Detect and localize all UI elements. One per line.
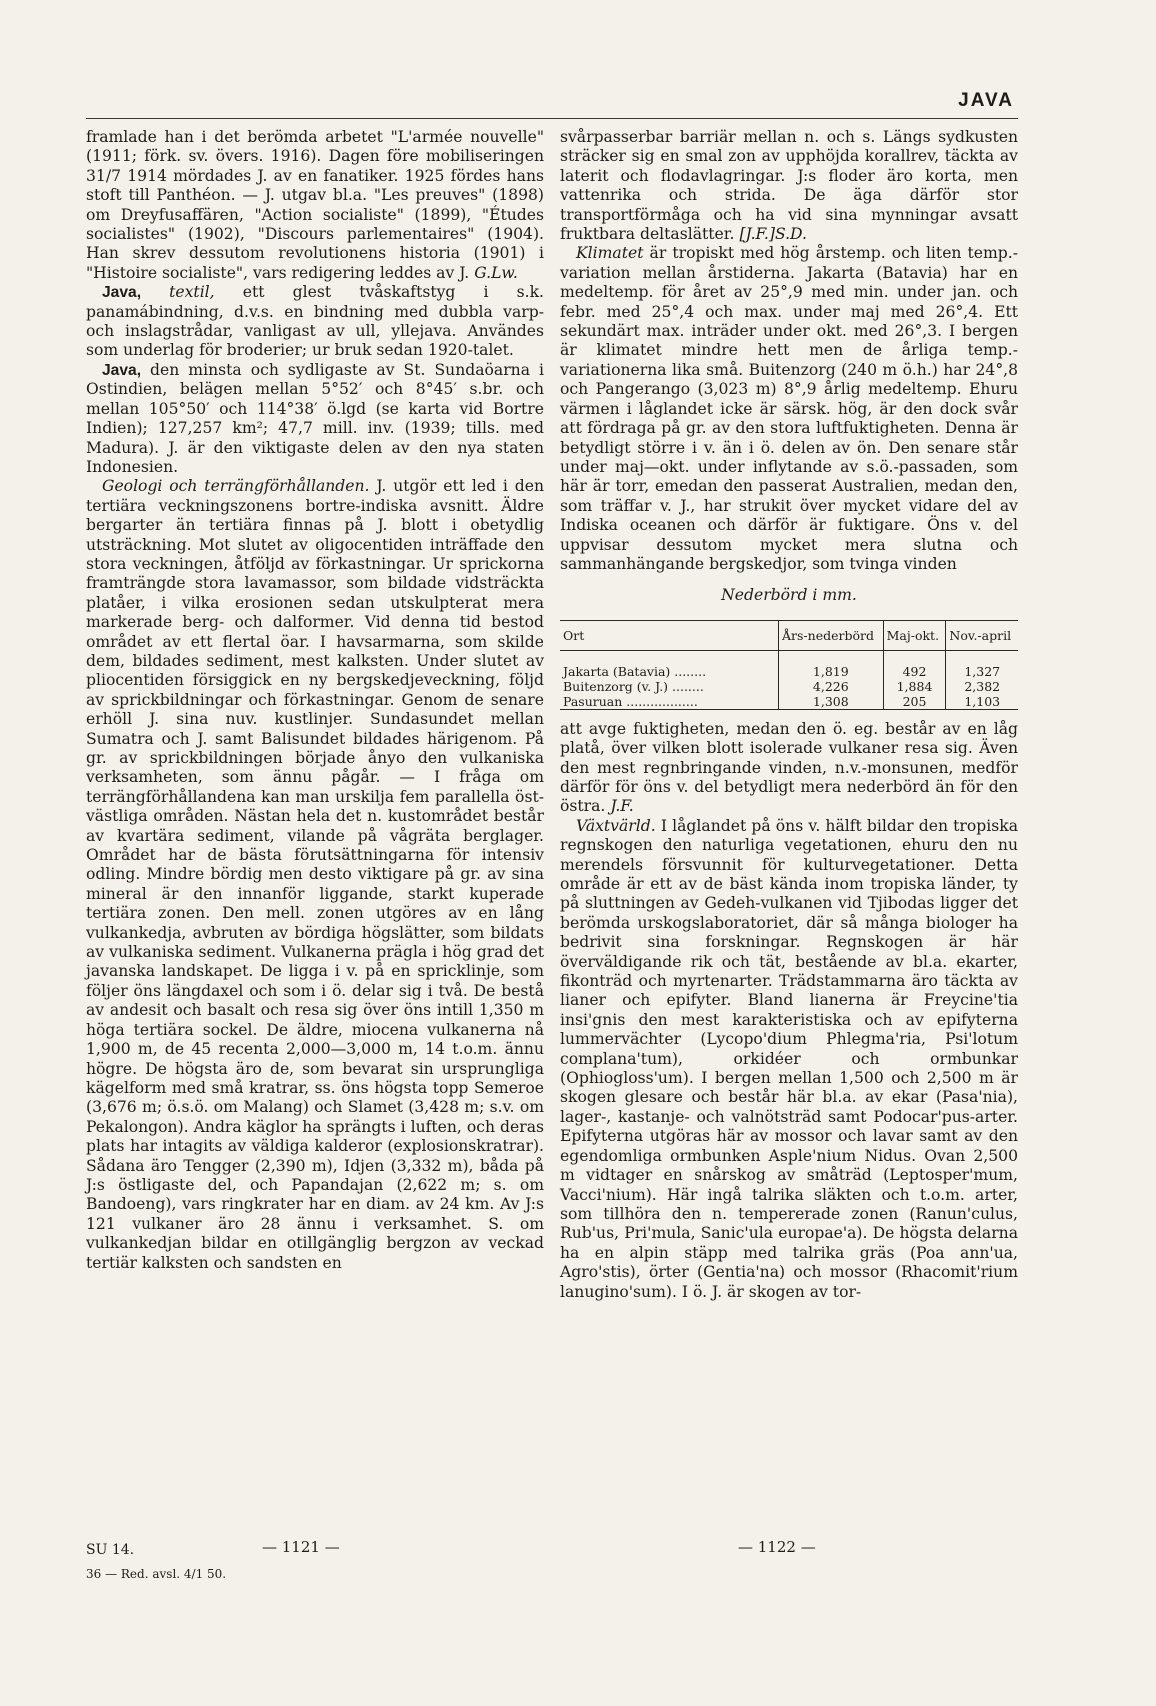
table-cell: 2,382 [946,679,1018,694]
signature-mark: SU 14. [86,1542,135,1558]
running-head: JAVA [958,90,1014,111]
table-header: Ort [560,620,779,650]
paragraph-jaures-continued [86,128,544,283]
table-cell: 4,226 [779,679,884,694]
section-vegetation [560,817,1018,1302]
page-number-right: — 1122 — [738,1538,816,1556]
table-cell: 1,884 [883,679,946,694]
section-heading: Klimatet [576,244,644,263]
section-heading: Geologi och terrängförhållanden. [102,477,370,496]
table-row [560,694,1018,710]
section-heading: Växtvärld. [576,816,656,835]
section-text: J. utgör ett led i den tertiära veckningszonens bortre-indiska avsnitt. Äldre bergarter än tertiära finnas på J. blott i obetydlig utsträckning. Mot slutet av oligocentiden inträffade den stora veckningen, åtföljd av förkastningar. Ur sprickorna framträngde stora lavamassor, som bildade vidsträckta platåer, i vilka erosionen sedan utskulpterat mera markerade berg- och dalformer. Vid denna tid bestod området av ett flertal öar. I havsarmarna, som skilde dem, bildades sediment, mest kalksten. Under slutet av pliocentiden försiggick en ny bergskedjeveckning, följd av sprickbildningar och förkastningar. Genom de senare erhöll J. sina nuv. kustlinjer. Sundasundet mellan Sumatra och J. samt Balisundet bildades härigenom. På gr. av sprickbildningen började ånyo den vulkaniska verksamheten, som ännu pågår. — I fråga om terrängförhållandena kan man urskilja fem parallella öst-västliga områden. Nästan hela det n. kustområdet består av kvartära sediment, vilande på vågräta berglager. Området har de bästa förutsättningarna för intensiv odling. Mindre bördig men desto viktigare på gr. av sina mineral är den innanför liggande, starkt kuperade tertiära zonen. Den mell. zonen utgöres av en lång vulkankedja, avbruten av bördiga högslätter, som bildats av vulkaniska sediment. Vulkanerna prägla i hög grad det javanska landskapet. De ligga i v. på en spricklinje, som följer öns längdaxel och som i ö. delar sig i två. De bestå av andesit och basalt och resa sig över öns intill 1,350 m höga tertiära sockel. De äldre, miocena vulkanerna nå 1,900 m, de 45 recenta 2,000—3,000 m, 14 t.o.m. ännu högre. De högsta äro de, som bevarat sin ursprungliga kägelform med små kratrar, ss. öns högsta topp Semeroe (3,676 m; ö.s.ö. om Malang) och Slamet (3,428 m; s.v. om Pekalongon). Andra käglor ha sprängts i luften, och deras plats har intagits av väldiga kalderor (explosionskratrar). Sådana äro Tengger (2,390 m), Idjen (3,332 m), båda på J:s östligaste del, och Papandajan (2,622 m; s. om Bandoeng), vars ringkrater har en diam. av 24 km. Av J:s 121 vulkaner äro 28 ännu i verksamhet. S. om vulkankedjan bildar en otillgänglig bergzon av veckad tertiär kalksten och sandsten en [86,477,544,1272]
table-cell: Jakarta (Batavia) ........ [563,663,707,679]
author-signature: [J.F.]S.D. [739,225,807,244]
header-rule [86,118,1018,119]
entry-headword: Java, [102,284,142,302]
entry-text: ett glest tvåskaftstyg i s.k. panamábindning, d.v.s. en bindning med dubbla varp- och inslagstrådar, vanligast av ull, yllejava. Användes som underlag för broderier; ur bruk sedan 1920-talet. [86,283,544,360]
table-cell: Buitenzorg (v. J.) ........ [563,678,704,694]
paragraph-text: att avge fuktigheten, medan den ö. eg. består av en låg platå, över vilken blott isolerade vulkaner resa sig. Även den mest regnbringande vinden, n.v.-monsunen, medför därför för öns v. del betydligt mera nederbörd än för den östra. [560,719,1018,816]
table-header: Maj-okt. [883,620,946,650]
entry-headword: Java, [102,361,142,379]
page-number-left: — 1121 — [262,1538,340,1556]
table-row [560,679,1018,694]
author-signature: G.Lw. [474,263,518,282]
entry-text: den minsta och sydligaste av St. Sundaöarna i Ostindien, belägen mellan 5°52′ och 8°45′ s.br. och mellan 105°50′ och 114°38′ ö.lgd (se karta vid Bortre Indien); 127,257 km²; 47,7 mill. inv. (1939; tills. med Madura). J. är den viktigaste delen av den nya staten Indonesien. [86,360,544,476]
table-row [560,650,1018,679]
table-cell: 1,327 [946,650,1018,679]
footer-signature-block [86,1538,226,1586]
entry-subject: textil, [169,283,215,302]
table-cell: 1,819 [779,650,884,679]
table-cell: 1,103 [946,694,1018,710]
paragraph-climate-continued [560,720,1018,817]
section-climate [560,244,1018,574]
table-header: Års-nederbörd [779,620,884,650]
entry-java-island [86,361,544,477]
table-header-row [560,620,1018,650]
precipitation-table [560,620,1018,710]
paragraph-text: framlade han i det berömda arbetet "L'armée nouvelle" (1911; förk. sv. övers. 1916). Dagen före mobiliseringen 31/7 1914 mördades J. av en fanatiker. 1925 fördes hans stoft till Panthéon. — J. utgav bl.a. "Les preuves" (1898) om Dreyfusaffären, "Action socialiste" (1899), "Études socialistes" (1902), "Discours parlementaires" (1904). Han skrev dessutom revolutionens historia (1901) i "Histoire socialiste", vars redigering leddes av J. [86,128,544,282]
table-title: Nederbörd i mm. [721,586,857,605]
section-geology [86,477,544,1273]
table-cell: 205 [883,694,946,710]
section-text: är tropiskt med hög årstemp. och liten temp.-variation mellan årstiderna. Jakarta (Batavia) har en medeltemp. för året av 25°,9 med min. under jan. och febr. med 25°,4 och max. under maj med 26°,4. Ett sekundärt max. inträder under okt. med 26°,3. I bergen är klimatet mindre hett men de årliga temp.-variationerna lika små. Buitenzorg (240 m ö.h.) har 24°,8 och Pangerango (3,023 m) 8°,9 årlig medeltemp. Ehuru värmen i låglandet icke är särsk. hög, är den dock svår att fördraga på gr. av den stora luftfuktigheten. Denna är betydligt större i v. än i ö. delen av ön. Den senare står under maj—okt. under inflytande av s.ö.-passaden, som här är torr, emedan den passerat Australien, medan den, som träffar v. J., har strukit över mycket vidare del av Indiska oceanen och därför är fuktigare. Öns v. del uppvisar dessutom mycket mera slutna och sammanhängande bergskedjor, som tvinga vinden [560,244,1018,573]
paragraph-text: svårpasserbar barriär mellan n. och s. Längs sydkusten sträcker sig en smal zon av upphöjda korallrev, täckta av laterit och flodavlagringar. J:s floder äro korta, men vattenrika och strida. De äga därför stor transportförmåga och ha vid sina mynningar avsatt fruktbara deltaslätter. [560,128,1018,244]
left-column [86,128,544,1273]
table-cell: 1,308 [779,694,884,710]
entry-java-textile [86,283,544,361]
paragraph-geology-continued [560,128,1018,244]
table-cell: Pasuruan .................. [563,693,698,709]
section-text: I låglandet på öns v. hälft bildar den tropiska regnskogen den naturliga vegetationen, ehuru den nu merendels försvunnit för kulturvegetationer. Detta område är ett av de bäst kända inom tropiska länder, ty på sluttningen av Gedeh-vulkanen vid Tjibodas ligger det berömda urskogslaboratoriet, där så många biologer ha bedrivit sina forskningar. Regnskogen är här överväldigande rik och tät, bestående av bl.a. ekarter, fikonträd och myrtenarter. Trädstammarna äro täckta av lianer och epifyter. Bland lianerna är Freycine'tia insi'gnis den mest karakteristiska och av epifyterna lummervächter (Lycopo'dium Phlegma'ria, Psi'lotum complana'tum), orkidéer och ormbunkar (Ophiogloss'um). I bergen mellan 1,500 och 2,500 m är skogen glesare och består här bl.a. av ekar (Pasa'nia), lager-, kastanje- och valnötsträd samt Podocar'pus-arter. Epifyterna utgöras här av mossor och lavar samt av den egendomliga ormbunken Asple'nium Nidus. Ovan 2,500 m vidtager en snårskog av småträd (Leptosper'mum, Vacci'nium). Här ingå talrika släkten och t.o.m. arter, som tillhöra den n. tempererade zonen (Ranun'culus, Rub'us, Pri'mula, Sanic'ula europae'a). De högsta delarna ha en alpin stäpp med talrika gräs (Poa ann'ua, Agro'stis), örter (Gentia'na) och mossor (Rhacomit'rium lanugino'sum). I ö. J. är skogen av tor- [560,816,1018,1301]
print-info: 36 — Red. avsl. 4/1 50. [86,1567,227,1581]
table-header: Nov.-april [946,620,1018,650]
table-cell: 492 [883,650,946,679]
right-column [560,128,1018,1302]
author-signature: J.F. [610,797,634,816]
